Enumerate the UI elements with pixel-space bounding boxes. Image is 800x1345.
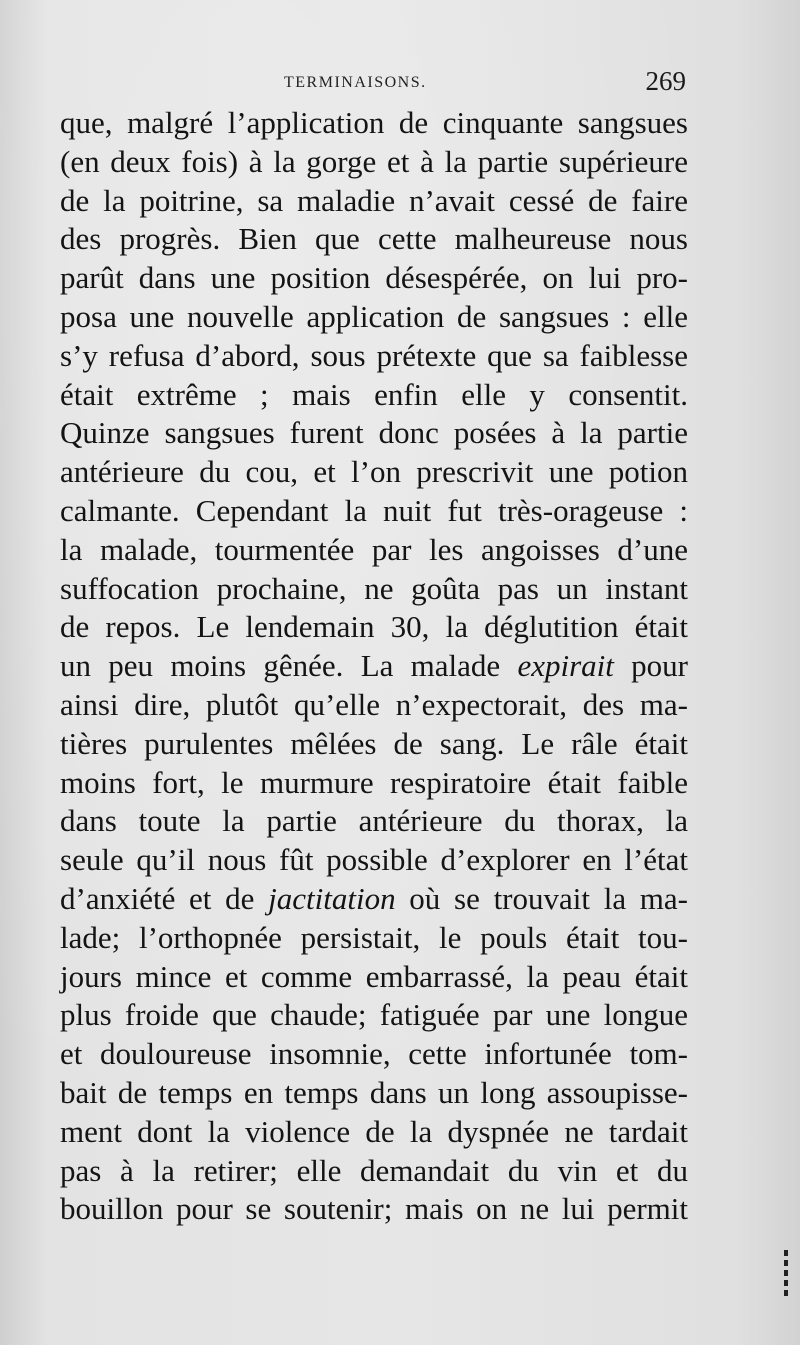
text-line: tières purulentes mêlées de sang. Le râle était xyxy=(60,725,688,761)
text-line: dans toute la partie antérieure du thorax, la xyxy=(60,803,688,839)
text-line: de la poitrine, sa maladie n’avait cessé de faire xyxy=(60,182,688,218)
text-segment: un peu moins gênée. La malade xyxy=(60,648,518,684)
italic-term: expirait xyxy=(517,648,614,684)
text-line: seule qu’il nous fût possible d’explorer en l’état xyxy=(60,842,688,878)
text-line: posa une nouvelle application de sangsues : elle xyxy=(60,298,688,334)
margin-mark xyxy=(784,1250,788,1298)
body-text xyxy=(60,104,688,1229)
text-line: et douloureuse insomnie, cette infortunée tom- xyxy=(60,1036,688,1072)
text-line: Quinze sangsues furent donc posées à la partie xyxy=(60,415,688,451)
text-line: plus froide que chaude; fatiguée par une longue xyxy=(60,997,688,1033)
text-line: calmante. Cependant la nuit fut très-orageuse : xyxy=(60,492,688,528)
text-line: lade; l’orthopnée persistait, le pouls était tou- xyxy=(60,919,688,955)
text-segment: pour xyxy=(613,648,688,684)
text-line: moins fort, le murmure respiratoire était faible xyxy=(60,764,688,800)
text-segment: d’anxiété et de xyxy=(60,880,269,916)
text-line: suffocation prochaine, ne goûta pas un instant xyxy=(60,570,688,606)
text-line: parût dans une position désespérée, on lui pro- xyxy=(60,260,688,296)
text-line: était extrême ; mais enfin elle y consentit. xyxy=(60,376,688,412)
text-line: ment dont la violence de la dyspnée ne tardait xyxy=(60,1113,688,1149)
page-number: 269 xyxy=(645,66,686,96)
text-line: jours mince et comme embarrassé, la peau était xyxy=(60,958,688,994)
text-line: pas à la retirer; elle demandait du vin et du xyxy=(60,1152,688,1188)
text-line: la malade, tourmentée par les angoisses d’une xyxy=(60,531,688,567)
italic-term: jactitation xyxy=(268,880,396,916)
text-line: des progrès. Bien que cette malheureuse nous xyxy=(60,221,688,257)
text-line: ainsi dire, plutôt qu’elle n’expectorait, des ma- xyxy=(60,686,688,722)
text-line: bait de temps en temps dans un long assoupisse- xyxy=(60,1074,688,1110)
text-segment: où se trouvait la ma- xyxy=(395,880,689,916)
text-line: antérieure du cou, et l’on prescrivit une potion xyxy=(60,454,688,490)
text-line: bouillon pour se soutenir; mais on ne lui permit xyxy=(60,1191,688,1227)
text-line: (en deux fois) à la gorge et à la partie supérieure xyxy=(60,143,688,179)
text-line: que, malgré l’application de cinquante sangsues xyxy=(60,105,688,140)
running-head xyxy=(62,66,686,102)
text-line xyxy=(60,647,688,686)
text-line: s’y refusa d’abord, sous prétexte que sa faiblesse xyxy=(60,337,688,373)
running-title: TERMINAISONS. xyxy=(284,74,427,91)
text-line: de repos. Le lendemain 30, la déglutition était xyxy=(60,609,688,645)
text-line xyxy=(60,880,688,919)
